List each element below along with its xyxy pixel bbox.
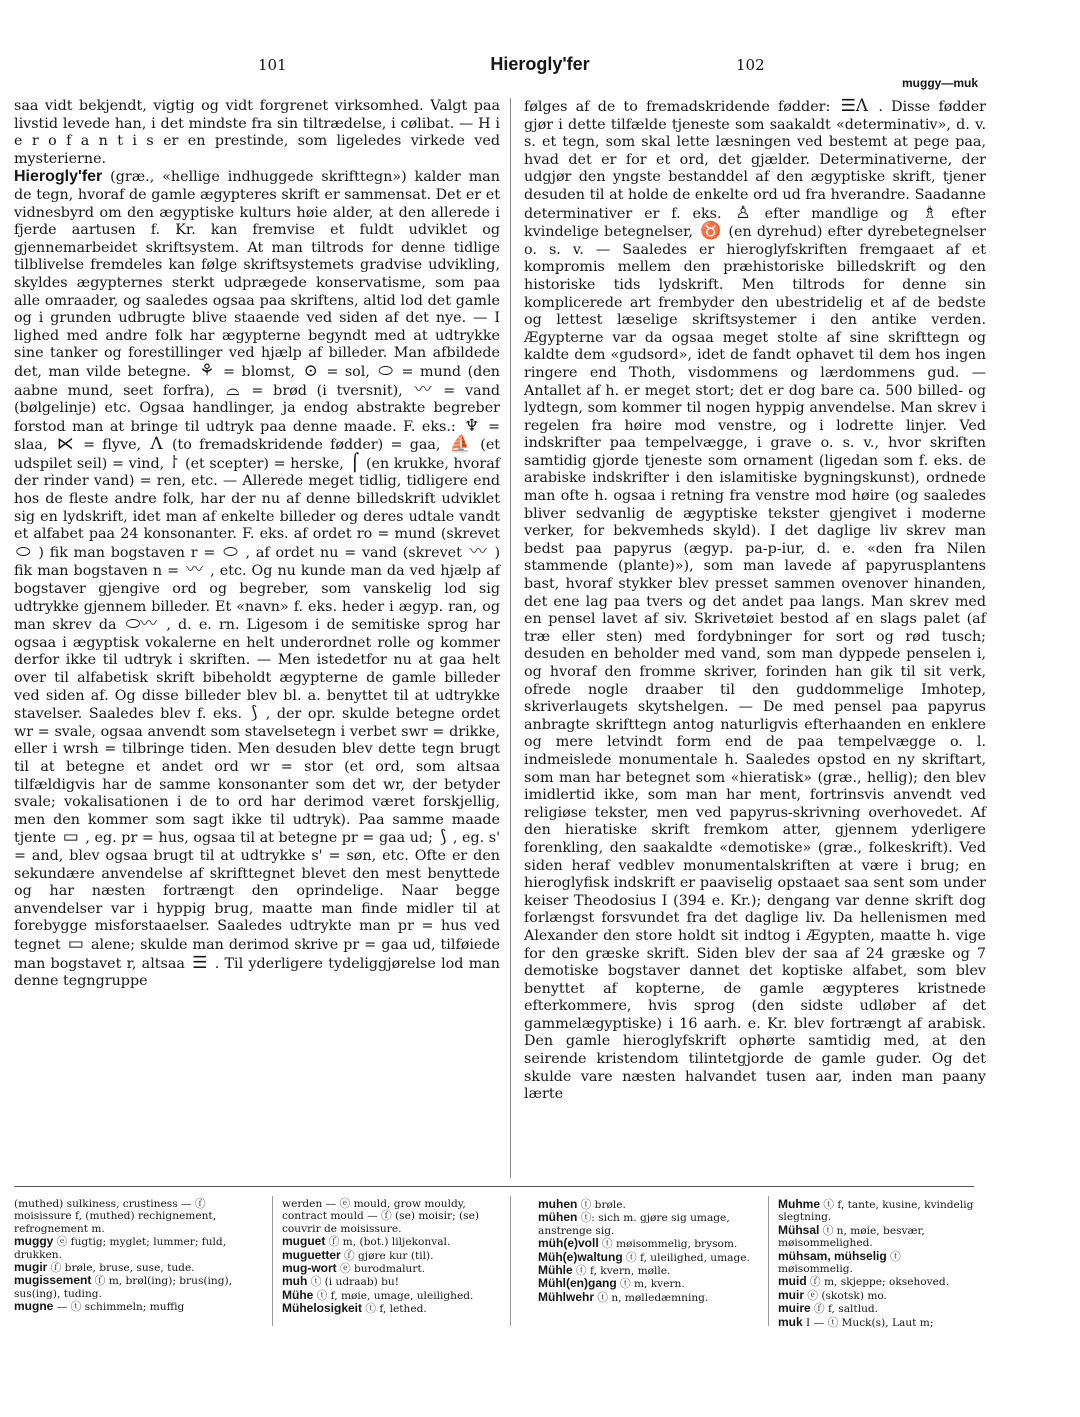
sail-glyph-icon: ⛵ xyxy=(449,434,471,455)
house-glyph-icon: ▭ xyxy=(62,827,79,848)
swallow-glyph-icon: ⟆ xyxy=(250,703,258,724)
dictionary-column-2 xyxy=(282,1198,514,1316)
dictionary-headword: muid xyxy=(778,1274,807,1289)
house-glyph-icon: ▭ xyxy=(67,933,84,954)
text-run: , d. e. rn. Ligesom i de semitiske sprog har ogsaa i ægyptisk vokalerne en helt underordnet rolle og kommer derfor ikke til udtryk i skriften. — Men istedetfor nu at gaa helt over til alfabetisk skrift bibeholdt ægypterne de gamle billeder ved siden af. Og disse billeder blev bl. a. benyttet til at udtrykke stavelser. Saaledes blev f. eks. xyxy=(14,617,500,723)
dictionary-entry xyxy=(538,1198,770,1211)
text-run: , af ordet nu = vand (skrevet xyxy=(245,544,462,561)
dictionary-headword: muire xyxy=(778,1301,811,1316)
dictionary-definition: ⓕ f, saltlud. xyxy=(810,1303,879,1316)
dictionary-definition: — ⓣ schimmeln; muffig xyxy=(53,1301,185,1314)
running-title: Hierogly'fer xyxy=(490,54,590,74)
name-glyph-icon: ⬭〰 xyxy=(125,614,158,635)
text-run: = flyve, xyxy=(83,437,142,454)
dictionary-definition: ⓕ gjøre kur (til). xyxy=(340,1249,434,1262)
text-run: (et scepter) = herske, xyxy=(185,455,344,472)
dictionary-headword: muh xyxy=(282,1274,308,1289)
dictionary-headword: müh(e)voll xyxy=(538,1236,599,1251)
flower-glyph-icon: ⚘ xyxy=(199,360,215,381)
dictionary-entry xyxy=(778,1289,978,1302)
dictionary-headword: mugne xyxy=(14,1299,54,1314)
dictionary-headword: Mühle xyxy=(538,1263,573,1278)
text-run: = slaa, xyxy=(14,418,500,454)
dictionary-headword: Mühsal xyxy=(778,1222,820,1237)
dictionary-column-3 xyxy=(538,1198,770,1304)
dictionary-headword: muguet xyxy=(282,1234,326,1249)
text-run: (en krukke, hvoraf der rinder vand) = ren, etc. — Allerede meget tidlig, tidligere end hos de fleste andre folk, har der nu af denne billedskrift udviklet sig en lydskrift, idet man af enkelte billeder og deres udtale vandt et alfabet paa 24 konsonanter. F. eks. af ordet ro = mund (skrevet xyxy=(14,455,501,543)
dictionary-entry xyxy=(282,1302,514,1315)
text-run: (to fremadskridende fødder) = gaa, xyxy=(171,437,441,454)
dictionary-headword: muguetter xyxy=(282,1247,341,1262)
footer-divider xyxy=(14,1186,974,1187)
dictionary-headword: mugissement xyxy=(14,1273,92,1288)
text-run: . Til yderligere tydeliggjørelse lod man denne tegngruppe xyxy=(14,955,500,990)
dictionary-entry xyxy=(14,1235,246,1261)
text-run: = sol, xyxy=(326,363,370,380)
dictionary-definition: ⓔ (skotsk) mo. xyxy=(804,1289,887,1302)
dictionary-entry xyxy=(538,1277,770,1290)
dictionary-definition: ⓣ m, kvern. xyxy=(616,1278,685,1291)
duck-glyph-icon: ⟆ xyxy=(439,827,447,848)
dictionary-definition: ⓣ n, mølledæmning. xyxy=(594,1291,709,1304)
dictionary-headword: Mühelosigkeit xyxy=(282,1301,363,1316)
dictionary-entry xyxy=(14,1261,246,1274)
text-run: (et udspilet seil) = vind, xyxy=(14,437,501,472)
paragraph xyxy=(524,98,986,1104)
left-page-number: 101 xyxy=(258,56,287,74)
dictionary-column-4 xyxy=(778,1198,978,1329)
dictionary-headword: mugir xyxy=(14,1260,48,1275)
dictionary-entry xyxy=(14,1300,246,1313)
text-run: = vand (bølgelinje) etc. Ogsaa handlinger, ja endog abstrakte begreber forstod man at bringe til udtryk paa denne maade. F. eks.: xyxy=(14,382,500,435)
left-column xyxy=(14,98,500,991)
dictionary-definition: ⓣ: sich m. gjøre sig umage, anstrenge sig. xyxy=(538,1212,730,1237)
text-run: ) fik man bogstaven r = xyxy=(38,544,216,561)
dictionary-entry xyxy=(538,1264,770,1277)
text-run: . Disse fødder gjør i dette tilfælde tjeneste som saakaldt «determinativ», d. v. s. et tegn, som skal lette læsningen ved bestemt at pege paa, hvad det er for et ord, det gjælder. Determinativerne, der udgjør den yngste bestanddel af den ægyptiske skrift, tjener desuden til at holde de enkelte ord ud fra hverandre. Saadanne determinativer er f. eks. xyxy=(524,99,986,222)
headword: Hierogly'fer xyxy=(14,168,103,186)
text-run: saa vidt bekjendt, vigtig og vidt forgrenet virksomhed. Valgt paa livstid levede han, i det mindste fra sin tiltrædelse, i cølibat. — H i e r o f a n t i s er en prestinde, som ligeledes virkede ved mysterierne. xyxy=(14,98,500,167)
seated-man-glyph-icon: ♙ xyxy=(735,202,751,223)
text-run: , eg. s' = and, blev ogsaa brugt til at udtrykke s' = søn, etc. Ofte er den sekundære anvendelse af skrifttegnet blevet den mest benyttede og har næsten fortrængt den oprindelige. Naar begge anvendelser var i hyppig brug, maatte man finde midler til at forebygge misforstaaelser. Saaledes udtrykte man pr = hus ved tegnet xyxy=(14,830,501,953)
dictionary-headword: Mühl(en)gang xyxy=(538,1276,617,1291)
text-run: efter mandlige og xyxy=(764,205,909,222)
water-glyph-icon: 〰 xyxy=(186,560,204,581)
mouth-glyph-icon: ⬭ xyxy=(16,541,31,562)
dictionary-entry xyxy=(538,1251,770,1264)
dictionary-definition: ⓣ møisommelig, brysom. xyxy=(598,1238,738,1251)
seated-woman-glyph-icon: ♗ xyxy=(922,202,938,223)
dictionary-headword: mug-wort xyxy=(282,1261,337,1276)
dictionary-entry xyxy=(282,1289,514,1302)
dictionary-entry xyxy=(282,1275,514,1288)
walking-legs-glyph-icon: Λ xyxy=(150,434,163,455)
dictionary-entry xyxy=(282,1235,514,1248)
water-glyph-icon: 〰 xyxy=(414,379,432,400)
dictionary-headword: mühen xyxy=(538,1210,578,1225)
dictionary-definition: ⓣ f, tante, kusine, kvindelig slegtning. xyxy=(778,1199,974,1224)
dictionary-headword: muk xyxy=(778,1314,803,1329)
text-run: (græ., «hellige indhuggede skrifttegn») kalder man de tegn, hvoraf de gamle ægypteres skrift er sammensat. Det er et vidnesbyrd om den ægyptiske kulturs høie alder, at den allerede i fjerde aartusen f. Kr. kan fremvise et fuldt udviklet og gjennemarbeidet skriftsystem. At man tiltrods for denne tidlige tilblivelse fremdeles kan følge skriftsystemets gradvise udvikling, skyldes ægypternes sterkt udprægede konservatisme, som paa alle omraader, og saaledes ogsaa paa skriftens, altid lod det gamle og i grunden udbrugte blive staaende ved siden af det nye. — I lighed med andre folk har ægypterne begyndt med at udtrykke sine tanker og forestillinger ved hjælp af billeder. Man afbildede det, man vilde betegne. xyxy=(14,169,500,380)
dictionary-definition: ⓣ brøle. xyxy=(577,1199,626,1211)
dictionary-entry: (muthed) sulkiness, crustiness — ⓕ moisissure f, (muthed) rechignement, refrognement m. xyxy=(14,1198,217,1235)
dictionary-headword: muhen xyxy=(538,1197,578,1211)
dictionary-entry xyxy=(538,1237,770,1250)
right-column xyxy=(524,98,986,1104)
text-run: = mund (den aabne mund, seet forfra), xyxy=(14,363,500,399)
dictionary-entry xyxy=(778,1224,978,1250)
animal-hide-glyph-icon: ♉ xyxy=(700,221,722,242)
dictionary-definition: I — ⓣ Muck(s), Laut m; xyxy=(802,1316,934,1329)
dictionary-column-1 xyxy=(14,1198,246,1314)
dictionary-headword: Müh(e)waltung xyxy=(538,1249,623,1264)
text-run: = brød (i tversnit), xyxy=(251,382,403,399)
house-mouth-glyph-icon: ☰ xyxy=(192,952,208,973)
subcolumn-divider xyxy=(272,1196,273,1326)
dictionary-entry xyxy=(282,1262,514,1275)
dictionary-entry xyxy=(14,1274,246,1300)
house-mouth-legs-glyph-icon: ☰Λ xyxy=(840,96,869,116)
text-run: = blomst, xyxy=(223,363,296,380)
dictionary-definition: ⓕ m, skjeppe; oksehoved. xyxy=(806,1276,950,1289)
text-run: , der opr. skulde betegne ordet wr = svale, ogsaa anvendt som stavelsetegn i verbet swr = drikke, eller i wrsh = tilbringe tiden. Men desuden blev dette tegn brugt til at betegne et andet ord wr = stor (et ord, som altsaa tilfældigvis har de samme konsonanter som det wr, der betyder svale; vokalisationen i de to ord har derimod været forskjellig, men den kommer som sagt ikke til udtryk). Paa samme maade tjente xyxy=(14,706,501,847)
dictionary-definition: ⓣ f, uleilighed, umage. xyxy=(622,1251,750,1264)
text-run: (en dyrehud) efter dyrebetegnelser o. s. v. — Saaledes er hieroglyfskriften fremgaaet af et kompromis mellem den præhistoriske billedskrift og den historiske tids lydskrift. Men tiltrods for denne sin komplicerede art frembyder den ubestridelig et af de bedste og lettest læselige skriftsystemer i den antike verden. Ægypterne var da ogsaa meget stolte af sine skrifttegn og kaldte dem «gudsord», idet de fandt ophavet til dem hos ingen ringere end Thoth, visdommens og lærdommens gud. — Antallet af h. er meget stort; det er dog bare ca. 500 billed- og lydtegn, som kommer til nogen hyppig anvendelse. Man skrev i regelen fra høire mod venstre, og i lodrette linjer. Ved indskrifter paa tempelvægge, i grave o. s. v., hvor skriften samtidig gjorde tjeneste som ornament (ligedan som f. eks. de arabiske indskrifter i den islamitiske bygningskunst), ordnede man ofte h. ogsaa i retning fra venstre mod høire (og saaledes bliver sedvanlig de ægyptiske tekster gjengivet i moderne verker, for bekvemheds skyld). I det daglige liv skrev man bedst paa papyrus (ægyp. pa-p-iur, d. e. «den fra Nilen stammende (plante)»), som man lavede af papyrusplantens bast, hvoraf stykker blev presset sammen ovenover hinanden, det ene lag paa tvers og det andet paa langs. Man skrev med en pensel lavet af siv. Skrivetøiet bestod af en slags palet (af træ eller sten) med fordybninger for sort og rød tusch; desuden en beholder med vand, som man dyppede penselen i, og hvoraf den fromme skriver, forinden han gik til sit verk, ofrede nogle draaber til den guddommelige Imhotep, skriverlaugets skytshelgen. — De med pensel paa papyrus anbragte skrifttegn antog naturligvis efterhaanden en enklere og mere letvindt form end de paa tempelvægge o. l. indmeislede monumentale h. Saaledes opstod en ny skriftart, som man har betegnet som «hieratisk» (græ., hellig); den blev imidlertid ikke, som man har ment, fortrinsvis anvendt ved religiøse tekster, men ved papyrus-skrivning overhovedet. Af den hieratiske skrift fremkom atter, gjennem yderligere forenkling, den saakaldte «demotiske» (græ., folkeskrift). Ved siden heraf vedblev monumentalskriften at være i brug; en hieroglyfisk indskrift er paaviselig opstaaet saa sent som under keiser Theodosius I (394 e. Kr.); dengang var denne skrift dog forlængst forsvundet fra det daglige liv. Da hellenismen med Alexander den store holdt sit indtog i Ægypten, maatte h. vige for den græske skrift. Siden blev der saa af 24 græske og 7 demotiske bogstaver dannet det koptiske alfabet, som blev benyttet af kopterne, de gamle ægypteres kristnede efterkommere, hvis sprog (den sidste udløber af det gammelægyptiske) i 16 aarh. e. Kr. blev fortrængt af arabisk. Den gamle hieroglyfskrift ophørte samtidig med, at den seirende kristendom tilintetgjorde de gamle guder. Og det skulde vare næsten halvandet tusen aar, inden man paany lærte xyxy=(524,224,986,1103)
striking-man-glyph-icon: ♆ xyxy=(464,415,480,436)
dictionary-headword: Mühe xyxy=(282,1287,314,1302)
dictionary-definition: ⓕ m, (bot.) liljekonval. xyxy=(325,1236,451,1249)
entry-hieroglyfer xyxy=(14,168,500,990)
dictionary-definition: ⓕ brøle, bruse, suse, tude. xyxy=(47,1262,195,1275)
dictionary-entry xyxy=(778,1198,978,1224)
jug-glyph-icon: ⌠ xyxy=(350,452,360,473)
dictionary-entry xyxy=(778,1275,978,1288)
dictionary-headword: muggy xyxy=(14,1234,54,1249)
mouth-glyph-icon: ⬭ xyxy=(223,541,238,562)
right-page-number: 102 xyxy=(736,56,765,74)
dictionary-definition: ⓕ m, brøl(ing); brus(ing), sus(ing), tuding. xyxy=(14,1275,233,1300)
dictionary-entry xyxy=(538,1291,770,1304)
text-run: , eg. pr = hus, ogsaa til at betegne pr = gaa ud; xyxy=(85,830,433,847)
dictionary-definition: ⓣ f, kvern, mølle. xyxy=(572,1265,671,1278)
text-run: , etc. Og nu kunde man da ved hjælp af bogstaver gjengive ord og begreber, som vanskelig lod sig udtrykke gjennem billeder. Et «navn» f. eks. heder i ægyp. ran, og man skrev da xyxy=(14,563,501,634)
dictionary-definition: ⓣ f, møie, umage, uleilighed. xyxy=(313,1289,474,1302)
dictionary-definition: ⓣ møisommelig. xyxy=(778,1250,901,1276)
guide-words: muggy—muk xyxy=(901,76,978,90)
dictionary-definition: ⓔ fugtig; myglet; lummer; fuld, drukken. xyxy=(14,1236,227,1261)
dictionary-headword: mühsam, mühselig xyxy=(778,1248,887,1263)
dictionary-headword: muir xyxy=(778,1287,805,1302)
dictionary-definition: ⓣ (i udraab) bu! xyxy=(307,1276,400,1289)
column-divider xyxy=(510,98,511,1178)
dictionary-entry: werden — ⓔ mould, grow mouldy, contract mould — ⓕ (se) moisir; (se) couvrir de moisissure. xyxy=(282,1198,479,1235)
bird-glyph-icon: ⋉ xyxy=(56,434,74,455)
text-run: alene; skulde man derimod skrive pr = gaa ud, tilføiede man bogstavet r, altsaa xyxy=(14,936,500,972)
text-run: efter kvindelige betegnelser, xyxy=(524,205,987,241)
water-glyph-icon: 〰 xyxy=(469,541,487,562)
mouth-glyph-icon: ⬭ xyxy=(378,360,393,381)
dictionary-definition: ⓣ n, møie, besvær, møisommelighed. xyxy=(778,1224,925,1250)
dictionary-definition: ⓣ f, lethed. xyxy=(362,1303,427,1316)
dictionary-entry xyxy=(778,1316,978,1329)
paragraph xyxy=(14,98,500,168)
text-run: ) fik man bogstaven n = xyxy=(14,544,501,580)
dictionary-entry xyxy=(778,1250,978,1276)
bread-glyph-icon: ⌓ xyxy=(226,379,240,400)
dictionary-definition: ⓔ burodmalurt. xyxy=(336,1263,426,1276)
dictionary-headword: Mühlwehr xyxy=(538,1289,594,1304)
dictionary-headword: Muhme xyxy=(778,1197,820,1211)
dictionary-entry xyxy=(778,1302,978,1315)
dictionary-entry xyxy=(538,1211,770,1237)
dictionary-entry xyxy=(282,1249,514,1262)
sun-glyph-icon: ⊙ xyxy=(303,360,318,381)
text-run: følges af de to fremadskridende fødder: xyxy=(524,99,831,115)
scepter-glyph-icon: ⸷ xyxy=(170,452,179,473)
